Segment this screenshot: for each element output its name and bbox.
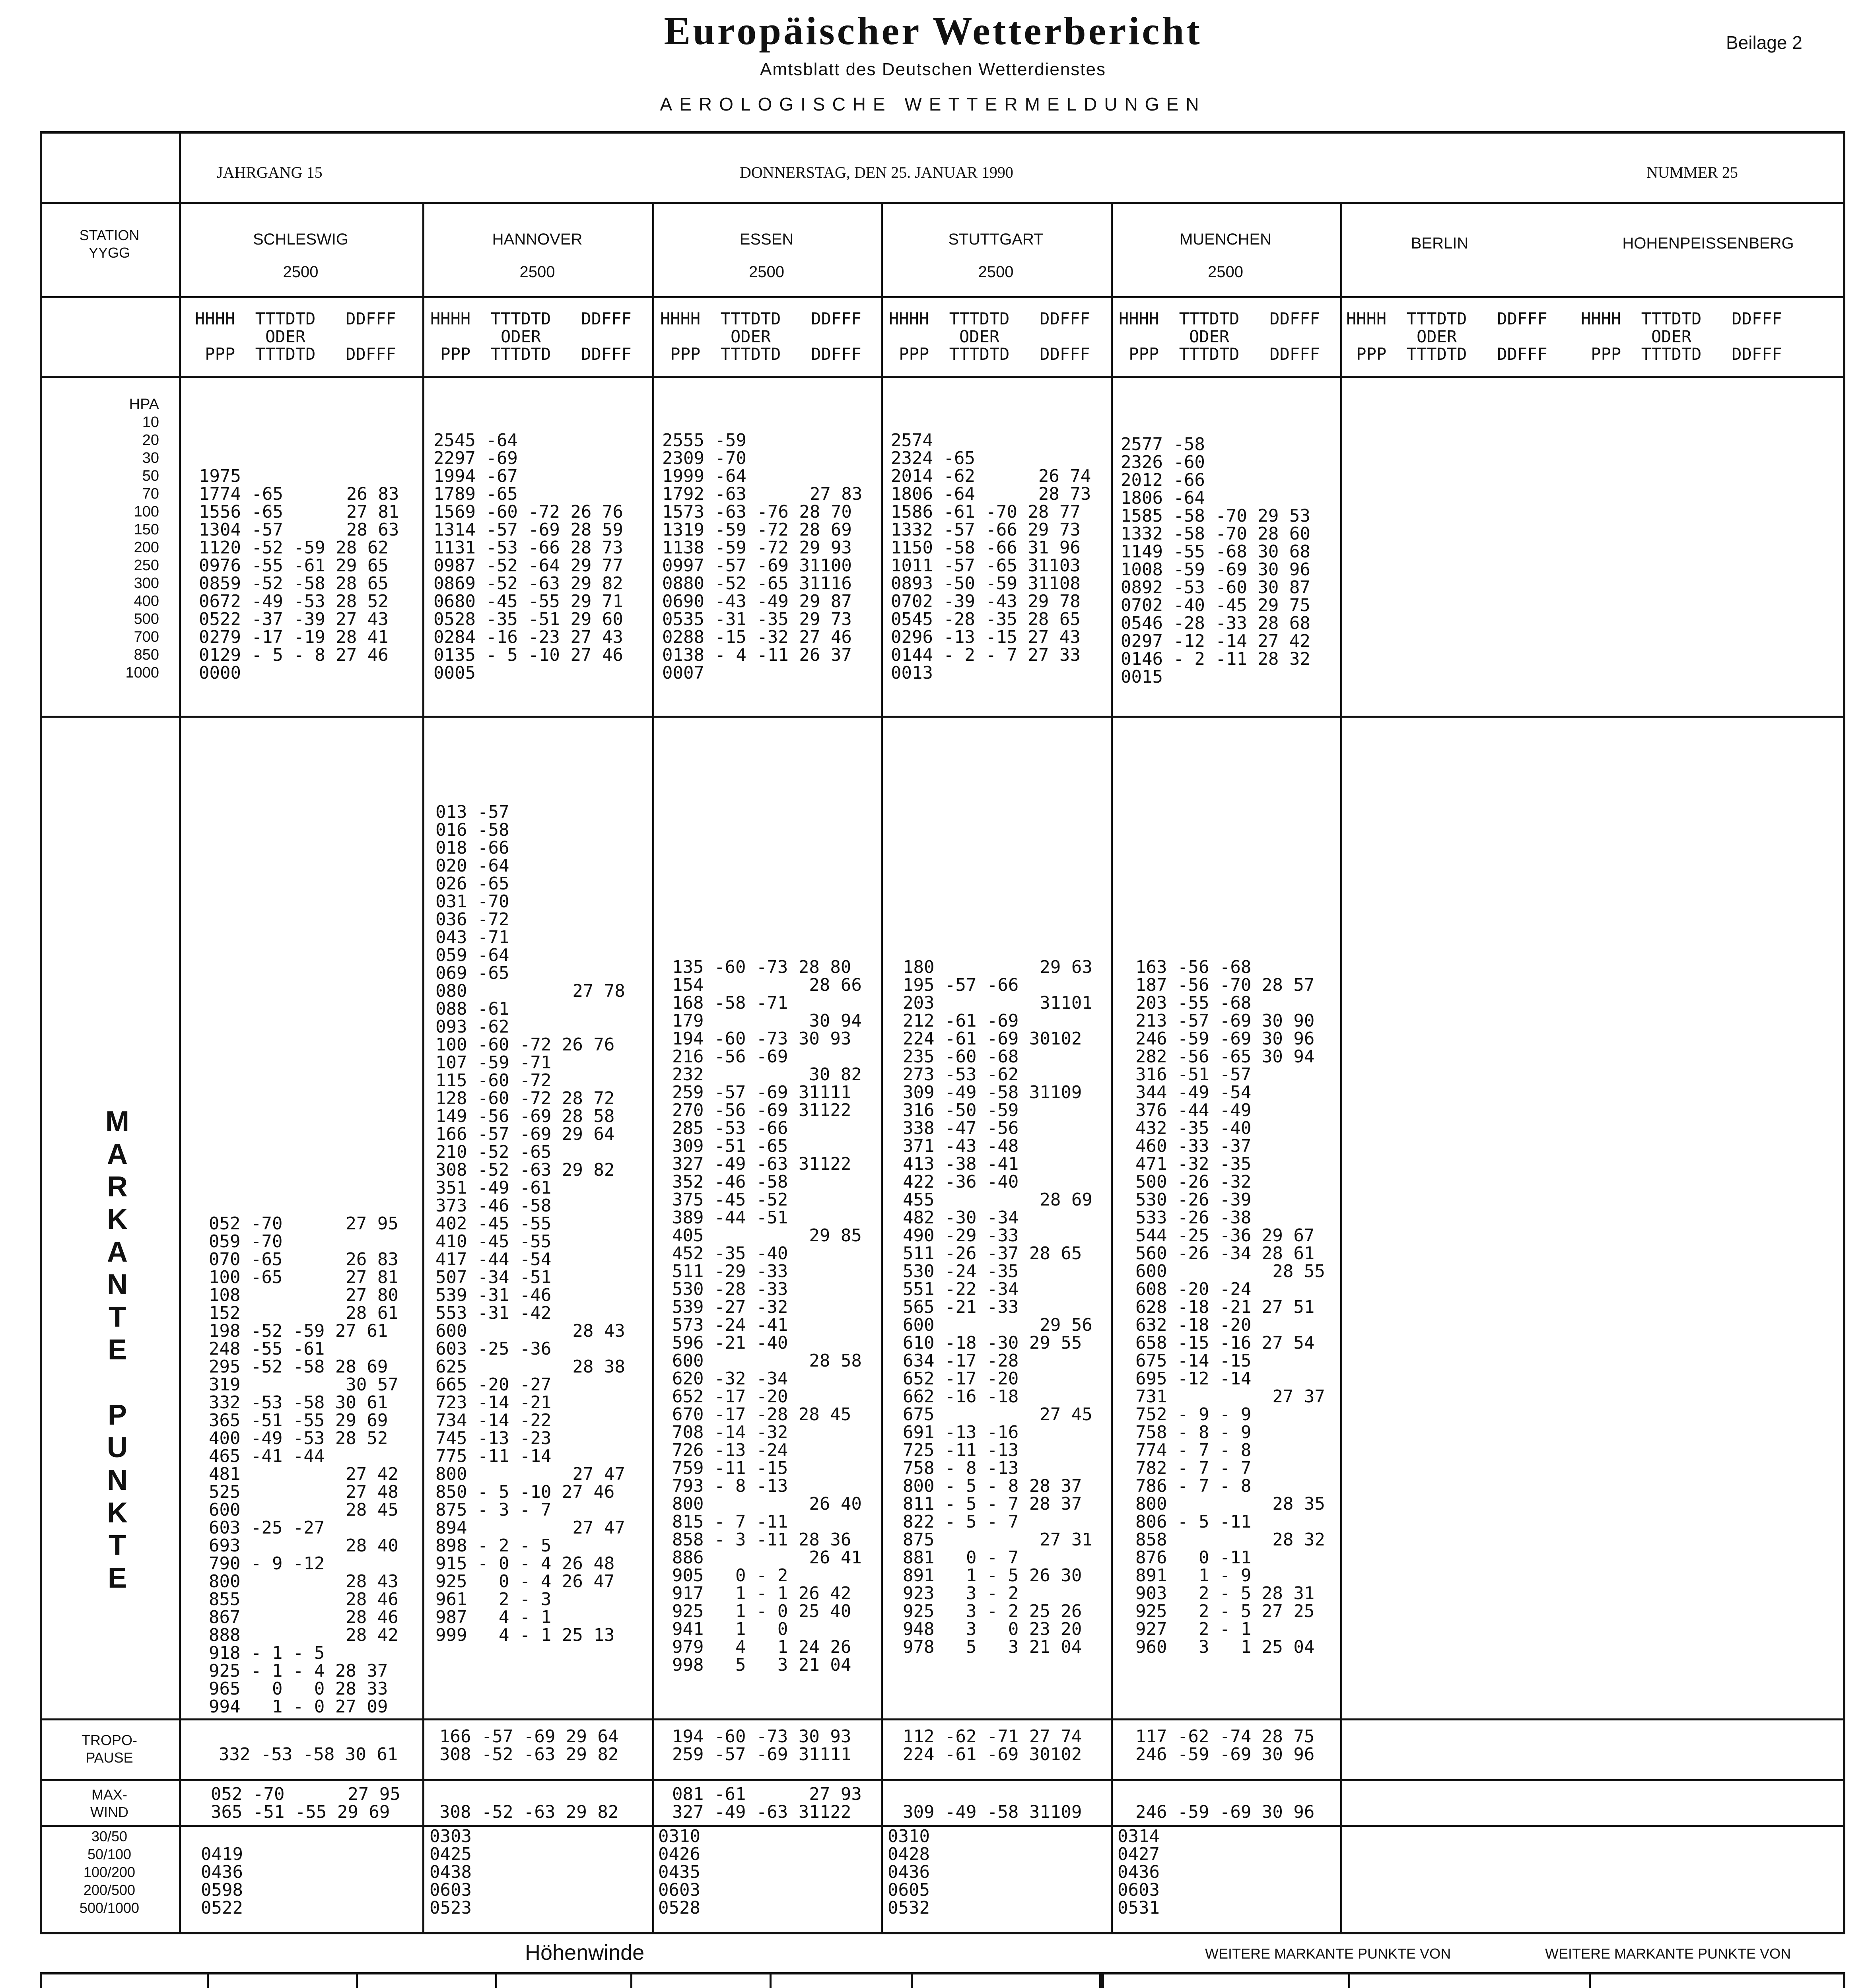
column-header: HHHH TTTDTD DDFFF ODER PPP TTTDTD DDFFF (430, 309, 632, 364)
layer-labels: 30/50 50/100 100/200 200/500 500/1000 (79, 1828, 140, 1916)
tropopause-muenchen: 117 -62 -74 28 75 246 -59 -69 30 96 (1135, 1726, 1315, 1765)
maxwind-hannover: 308 -52 -63 29 82 (439, 1802, 619, 1822)
sig-points-schleswig: 052 -70 27 95 059 -70 070 -65 26 83 100 -65 27 81 108 27 80 152 28 61 198 -52 -59 27 61 248 -55 -61 295 -52 -58 28 69 319 30 57 332 -53 -58 30 61 365 -51 -55 29 69 400 -49 -53 28 52 465 -41 -44 481 27 42 525 27 48 600 28 45 603 -25 -27 693 28 40 790 - 9 -12 800 28 43 855 28 46 867 28 46 888 28 42 918 - 1 - 5 925 - 1 - 4 28 37 965 0 0 28 33 994 1 - 0 27 09 (209, 1213, 398, 1717)
layers-muenchen: 0314 0427 0436 0603 0531 (1118, 1826, 1160, 1918)
markante-punkte-label: M A R K A N T E P U N K T E (105, 1106, 129, 1594)
column-header: HHHH TTTDTD DDFFF ODER PPP TTTDTD DDFFF (1119, 309, 1320, 364)
station-time: 2500 (1208, 263, 1243, 281)
page-subtitle: Amtsblatt des Deutschen Wetterdienstes (760, 60, 1106, 79)
station-name: HOHENPEISSENBERG (1622, 235, 1794, 252)
standard-levels-hannover: 2545 -64 2297 -69 1994 -67 1789 -65 1569 -60 -72 26 76 1314 -57 -69 28 59 1131 -53 -66 28 73 0987 -52 -64 29 77 0869 -52 -63 29 82 0680 -45 -55 29 71 0528 -35 -51 29 60 0284 -16 -23 27 43 0135 - 5 -10 27 46 0005 (433, 430, 623, 683)
standard-levels-essen: 2555 -59 2309 -70 1999 -64 1792 -63 27 83 1573 -63 -76 28 70 1319 -59 -72 28 69 1138 -59 -72 29 93 0997 -57 -69 31100 0880 -52 -65 31116 0690 -43 -49 29 87 0535 -31 -35 29 73 0288 -15 -32 27 46 0138 - 4 -11 26 37 0007 (662, 430, 863, 683)
maxwind-essen: 081 -61 27 93 327 -49 -63 31122 (672, 1784, 862, 1822)
further-points-label: WEITERE MARKANTE PUNKTE VON (1205, 1945, 1451, 1962)
column-header: HHHH TTTDTD DDFFF ODER PPP TTTDTD DDFFF (195, 309, 396, 364)
standard-levels-stuttgart: 2574 2324 -65 2014 -62 26 74 1806 -64 28 73 1586 -61 -70 28 77 1332 -57 -66 29 73 1150 -58 -66 31 96 1011 -57 -65 31103 0893 -50 -59 31108 0702 -39 -43 29 78 0545 -28 -35 28 65 0296 -13 -15 27 43 0144 - 2 - 7 27 33 0013 (891, 430, 1091, 683)
section-title: AEROLOGISCHE WETTERMELDUNGEN (660, 94, 1206, 115)
supplement-label: Beilage 2 (1726, 32, 1802, 53)
page-title: Europäischer Wetterbericht (664, 9, 1202, 53)
station-name: SCHLESWIG (253, 231, 349, 248)
layers-essen: 0310 0426 0435 0603 0528 (658, 1826, 700, 1918)
sig-points-stuttgart: 180 29 63 195 -57 -66 203 31101 212 -61 -69 224 -61 -69 30102 235 -60 -68 273 -53 -62 309 -49 -58 31109 316 -50 -59 338 -47 -56 371 -43 -48 413 -38 -41 422 -36 -40 455 28 69 482 -30 -34 490 -29 -33 511 -26 -37 28 65 530 -24 -35 551 -22 -34 565 -21 -33 600 29 56 610 -18 -30 29 55 634 -17 -28 652 -17 -20 662 -16 -18 675 27 45 691 -13 -16 725 -11 -13 758 - 8 -13 800 - 5 - 8 28 37 811 - 5 - 7 28 37 822 - 5 - 7 875 27 31 881 0 - 7 891 1 - 5 26 30 923 3 - 2 925 3 - 2 25 26 948 3 0 23 20 978 5 3 21 04 (903, 957, 1092, 1657)
maxwind-muenchen: 246 -59 -69 30 96 (1135, 1802, 1315, 1822)
station-name: ESSEN (739, 231, 794, 248)
station-time: 2500 (519, 263, 555, 281)
maxwind-stuttgart: 309 -49 -58 31109 (903, 1802, 1082, 1822)
maxwind-schleswig: 052 -70 27 95 365 -51 -55 29 69 (211, 1784, 400, 1822)
tropopause-schleswig: 332 -53 -58 30 61 (219, 1744, 398, 1765)
standard-levels-muenchen: 2577 -58 2326 -60 2012 -66 1806 -64 1585 -58 -70 29 53 1332 -58 -70 28 60 1149 -55 -68 30 68 1008 -59 -69 30 96 0892 -53 -60 30 87 0702 -40 -45 29 75 0546 -28 -33 28 68 0297 -12 -14 27 42 0146 - 2 -11 28 32 0015 (1121, 434, 1310, 687)
wind-table (40, 1972, 1102, 1988)
tropopause-essen: 194 -60 -73 30 93 259 -57 -69 31111 (672, 1726, 851, 1765)
sig-points-essen: 135 -60 -73 28 80 154 28 66 168 -58 -71 179 30 94 194 -60 -73 30 93 216 -56 -69 232 30 82 259 -57 -69 31111 270 -56 -69 31122 285 -53 -66 309 -51 -65 327 -49 -63 31122 352 -46 -58 375 -45 -52 389 -44 -51 405 29 85 452 -35 -40 511 -29 -33 530 -28 -33 539 -27 -32 573 -24 -41 596 -21 -40 600 28 58 620 -32 -34 652 -17 -20 670 -17 -28 28 45 708 -14 -32 726 -13 -24 759 -11 -15 793 - 8 -13 800 26 40 815 - 7 -11 858 - 3 -11 28 36 886 26 41 905 0 - 2 917 1 - 1 26 42 925 1 - 0 25 40 941 1 0 979 4 1 24 26 998 5 3 21 04 (672, 957, 862, 1675)
station-name: STUTTGART (948, 231, 1044, 248)
number-label: NUMMER 25 (1646, 163, 1738, 181)
station-name: BERLIN (1411, 235, 1469, 252)
station-time: 2500 (749, 263, 784, 281)
column-header: HHHH TTTDTD DDFFF ODER PPP TTTDTD DDFFF (660, 309, 861, 364)
layers-schleswig: 0419 0436 0598 0522 (201, 1844, 243, 1918)
layers-hannover: 0303 0425 0438 0603 0523 (430, 1826, 472, 1918)
tropopause-hannover: 166 -57 -69 29 64 308 -52 -63 29 82 (439, 1726, 619, 1765)
date-label: DONNERSTAG, DEN 25. JANUAR 1990 (740, 163, 1013, 181)
tropopause-stuttgart: 112 -62 -71 27 74 224 -61 -69 30102 (903, 1726, 1082, 1765)
extra-points-table (1102, 1972, 1845, 1988)
station-time: 2500 (978, 263, 1014, 281)
station-name: HANNOVER (492, 231, 583, 248)
column-header: HHHH TTTDTD DDFFF ODER PPP TTTDTD DDFFF (1346, 309, 1547, 364)
sig-points-hannover: 013 -57 016 -58 018 -66 020 -64 026 -65 031 -70 036 -72 043 -71 059 -64 069 -65 080 27 78 088 -61 093 -62 100 -60 -72 26 76 107 -59 -71 115 -60 -72 128 -60 -72 28 72 149 -56 -69 28 58 166 -57 -69 29 64 210 -52 -65 308 -52 -63 29 82 351 -49 -61 373 -46 -58 402 -45 -55 410 -45 -55 417 -44 -54 507 -34 -51 539 -31 -46 553 -31 -42 600 28 43 603 -25 -36 625 28 38 665 -20 -27 723 -14 -21 734 -14 -22 745 -13 -23 775 -11 -14 800 27 47 850 - 5 -10 27 46 875 - 3 - 7 894 27 47 898 - 2 - 5 915 - 0 - 4 26 48 925 0 - 4 26 47 961 2 - 3 987 4 - 1 999 4 - 1 25 13 (435, 802, 625, 1645)
year-label: JAHRGANG 15 (217, 163, 323, 181)
column-header: HHHH TTTDTD DDFFF ODER PPP TTTDTD DDFFF (1581, 309, 1782, 364)
further-points-label: WEITERE MARKANTE PUNKTE VON (1545, 1945, 1791, 1962)
tropopause-label: TROPO- PAUSE (82, 1732, 137, 1766)
hoehenwinde-title: Höhenwinde (525, 1941, 645, 1965)
station-label: STATION YYGG (79, 227, 140, 261)
hpa-levels: HPA 10 20 30 50 70 100 150 200 250 300 400 500 700 850 1000 (125, 396, 159, 681)
maxwind-label: MAX- WIND (90, 1786, 128, 1820)
layers-stuttgart: 0310 0428 0436 0605 0532 (888, 1826, 930, 1918)
station-name: MUENCHEN (1179, 231, 1272, 248)
standard-levels-schleswig: 1975 1774 -65 26 83 1556 -65 27 81 1304 -57 28 63 1120 -52 -59 28 62 0976 -55 -61 29 65 0859 -52 -58 28 65 0672 -49 -53 28 52 0522 -37 -39 27 43 0279 -17 -19 28 41 0129 - 5 - 8 27 46 0000 (199, 466, 399, 683)
sig-points-muenchen: 163 -56 -68 187 -56 -70 28 57 203 -55 -68 213 -57 -69 30 90 246 -59 -69 30 96 282 -56 -65 30 94 316 -51 -57 344 -49 -54 376 -44 -49 432 -35 -40 460 -33 -37 471 -32 -35 500 -26 -32 530 -26 -39 533 -26 -38 544 -25 -36 29 67 560 -26 -34 28 61 600 28 55 608 -20 -24 628 -18 -21 27 51 632 -18 -20 658 -15 -16 27 54 675 -14 -15 695 -12 -14 731 27 37 752 - 9 - 9 758 - 8 - 9 774 - 7 - 8 782 - 7 - 7 786 - 7 - 8 800 28 35 806 - 5 -11 858 28 32 876 0 -11 891 1 - 9 903 2 - 5 28 31 925 2 - 5 27 25 927 2 - 1 960 3 1 25 04 (1135, 957, 1325, 1657)
column-header: HHHH TTTDTD DDFFF ODER PPP TTTDTD DDFFF (889, 309, 1090, 364)
station-time: 2500 (283, 263, 319, 281)
